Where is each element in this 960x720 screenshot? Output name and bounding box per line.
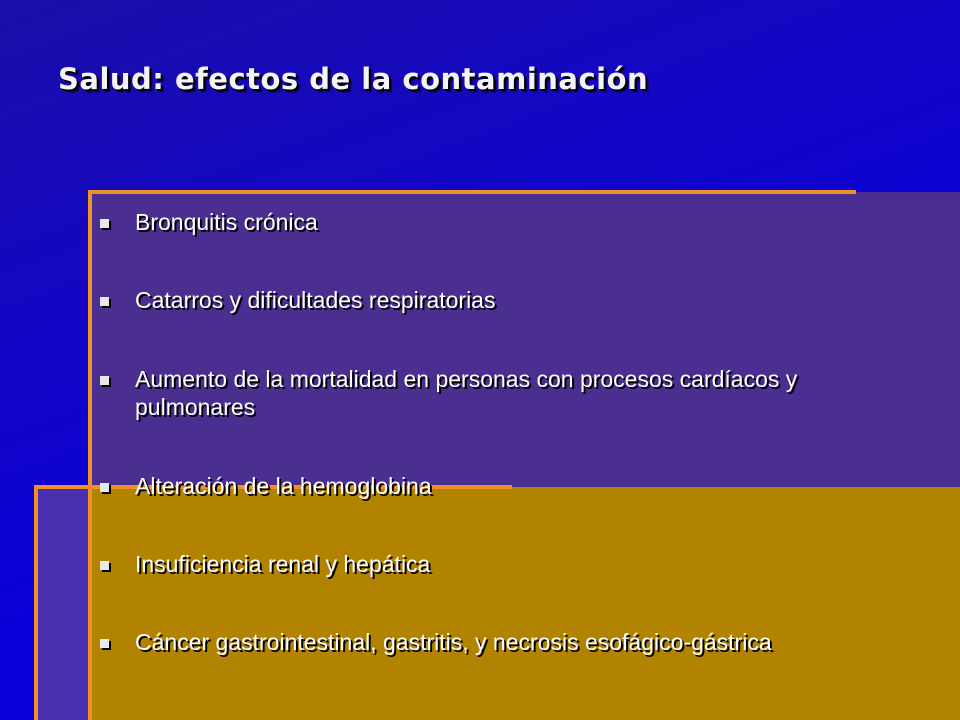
square-bullet-icon — [100, 483, 109, 492]
square-bullet-icon — [100, 639, 109, 648]
bullet-text: Alteración de la hemoglobina — [135, 473, 432, 499]
square-bullet-icon — [100, 297, 109, 306]
bullet-text: Catarros y dificultades respiratorias — [135, 287, 496, 313]
bullet-item — [100, 208, 920, 236]
bullet-text: Insuficiencia renal y hepática — [135, 551, 431, 577]
bullet-text: Cáncer gastrointestinal, gastritis, y necrosis esofágico-gástrica — [135, 629, 772, 655]
square-bullet-icon — [100, 219, 109, 228]
bullet-text: Aumento de la mortalidad en personas con procesos cardíacos y pulmonares — [135, 366, 798, 420]
purple-panel — [90, 192, 960, 492]
orange-line-left-lower — [34, 485, 38, 720]
square-bullet-icon — [100, 561, 109, 570]
purple-strip — [36, 487, 90, 720]
bullet-item — [100, 472, 920, 500]
orange-line-top — [88, 190, 856, 194]
bullet-item — [100, 550, 920, 578]
orange-line-left — [88, 190, 92, 720]
bullet-item — [100, 365, 920, 421]
bullet-text: Bronquitis crónica — [135, 209, 318, 235]
gold-panel — [36, 487, 960, 720]
bullet-item — [100, 286, 920, 314]
bullet-item — [100, 628, 920, 656]
square-bullet-icon — [100, 376, 109, 385]
slide-title: Salud: efectos de la contaminación — [58, 62, 649, 96]
